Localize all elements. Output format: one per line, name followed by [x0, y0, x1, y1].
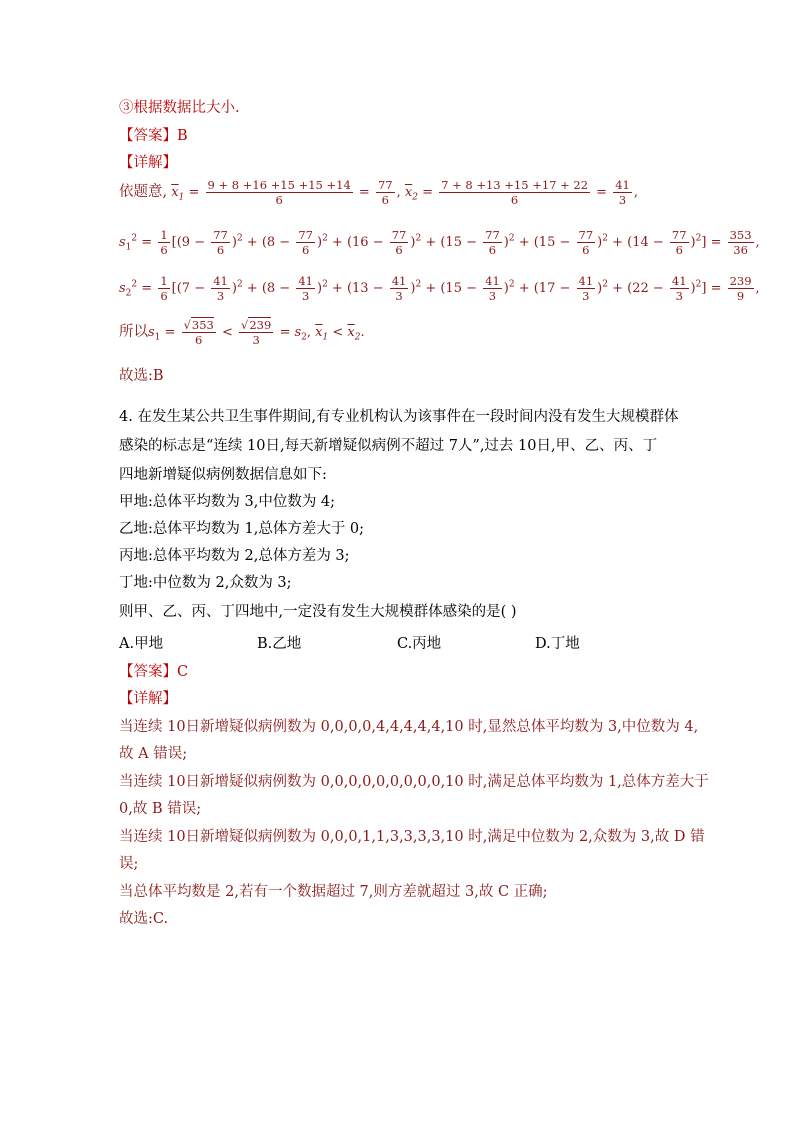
- x2-count: 6: [510, 193, 519, 207]
- q4-stem-line-3: 四地新增疑似病例数据信息如下:: [119, 467, 327, 483]
- answer-label-q4: 【答案】C: [119, 664, 189, 680]
- s2-root-den: 3: [252, 333, 260, 347]
- detail-1-line-2: 故 A 错误;: [119, 746, 188, 762]
- detail-2-line-2: 0,故 B 错误;: [119, 801, 202, 817]
- detail-label-q3: 【详解】: [119, 155, 177, 171]
- s1-variance-line: $s_1^2$ = $\frac{1}{6}$ [(9 − $\frac{77}{6}$ )$^2$ + (8 − $\frac{77}{6}$ )$^2$ + (16 − $\frac{77}{6}$ )$^2$ + (15 − $\frac{77}{6}$ )$^2$ + (15 − $\frac{77}{6}$ )$^2$ + (14 − $\frac{77}{6}$ )$^2$] = $\frac{353}{36}$ ,: [119, 228, 760, 257]
- q4-jia: 甲地:总体平均数为 3,中位数为 4;: [119, 494, 336, 510]
- option-d[interactable]: D.丁地: [535, 636, 580, 652]
- detail-1-line-1: 当连续 10日新增疑似病例数为 0,0,0,0,4,4,4,4,4,10 时,显然总体平均数为 3,中位数为 4,: [119, 719, 699, 735]
- s2-result-den: 9: [736, 289, 745, 303]
- so-label: 所以: [119, 324, 148, 340]
- s1-result-den: 36: [733, 243, 748, 257]
- x2-sum: 7 + 8 +13 +15 +17 + 22: [441, 178, 589, 192]
- q4-options: [119, 634, 679, 654]
- s1-result-num: 353: [729, 228, 752, 242]
- x1-value-den: 6: [381, 193, 389, 207]
- choose-q4: 故选:C.: [119, 911, 169, 927]
- q4-bing: 丙地:总体平均数为 2,总体方差为 3;: [119, 548, 350, 564]
- q4-ding: 丁地:中位数为 2,众数为 3;: [119, 575, 292, 591]
- s2-root: 239: [249, 318, 272, 332]
- q4-stem-line-1: 4. 在发生某公共卫生事件期间,有专业机构认为该事件在一段时间内没有发生大规模群体: [119, 409, 679, 425]
- answer-label-q3: 【答案】B: [119, 128, 188, 144]
- conclusion-line: 所以$s_1$ = $\frac{√353}{6}$ < $\frac{√239}{3}$ = $s_2$, $\overline{x}_1 < \overline{x}_2$.: [119, 318, 365, 347]
- q4-question: 则甲、乙、丙、丁四地中,一定没有发生大规模群体感染的是( ): [119, 604, 517, 620]
- option-c[interactable]: C.丙地: [397, 636, 442, 652]
- detail-label-q4: 【详解】: [119, 691, 177, 707]
- s2-result-num: 239: [729, 274, 752, 288]
- s1-root: 353: [191, 318, 214, 332]
- x2-value-num: 41: [615, 178, 630, 192]
- mean-formula-line: 依题意, $\overline{x}_1$ = $\frac{9 + 8 +16 +15 +15 +14}{6}$ = $\frac{77}{6}$ , $\overline{x}_2$ = $\frac{7 + 8 +13 +15 +17 + 22}{6}$ = $\frac{41}{3}$ ,: [119, 178, 638, 207]
- detail-4: 当总体平均数是 2,若有一个数据超过 7,则方差就超过 3,故 C 正确;: [119, 884, 548, 900]
- s2-variance-line: $s_2^2$ = $\frac{1}{6}$ [(7 − $\frac{41}{3}$ )$^2$ + (8 − $\frac{41}{3}$ )$^2$ + (13 − $\frac{41}{3}$ )$^2$ + (15 − $\frac{41}{3}$ )$^2$ + (17 − $\frac{41}{3}$ )$^2$ + (22 − $\frac{41}{3}$ )$^2$] = $\frac{239}{9}$ ,: [119, 274, 760, 303]
- detail-3-line-1: 当连续 10日新增疑似病例数为 0,0,0,1,1,3,3,3,3,10 时,满足中位数为 2,众数为 3,故 D 错: [119, 829, 705, 845]
- x1-sum: 9 + 8 +16 +15 +15 +14: [207, 178, 351, 192]
- x2-value-den: 3: [618, 193, 627, 207]
- q4-yi: 乙地:总体平均数为 1,总体方差大于 0;: [119, 521, 365, 537]
- intro-text: 依题意,: [119, 184, 168, 200]
- q4-stem-line-2: 感染的标志是“连续 10日,每天新增疑似病例不超过 7人”,过去 10日,甲、乙、丙、丁: [119, 438, 658, 454]
- s1-root-den: 6: [195, 333, 203, 347]
- x1-value-num: 77: [377, 178, 393, 192]
- option-a[interactable]: A.甲地: [119, 636, 164, 652]
- option-b[interactable]: B.乙地: [257, 636, 302, 652]
- choose-q3: 故选:B: [119, 368, 164, 384]
- step-3-text: ③根据数据比大小.: [119, 100, 240, 116]
- detail-3-line-2: 误;: [119, 856, 139, 872]
- x1-count: 6: [275, 193, 283, 207]
- detail-2-line-1: 当连续 10日新增疑似病例数为 0,0,0,0,0,0,0,0,0,10 时,满足总体平均数为 1,总体方差大于: [119, 774, 709, 790]
